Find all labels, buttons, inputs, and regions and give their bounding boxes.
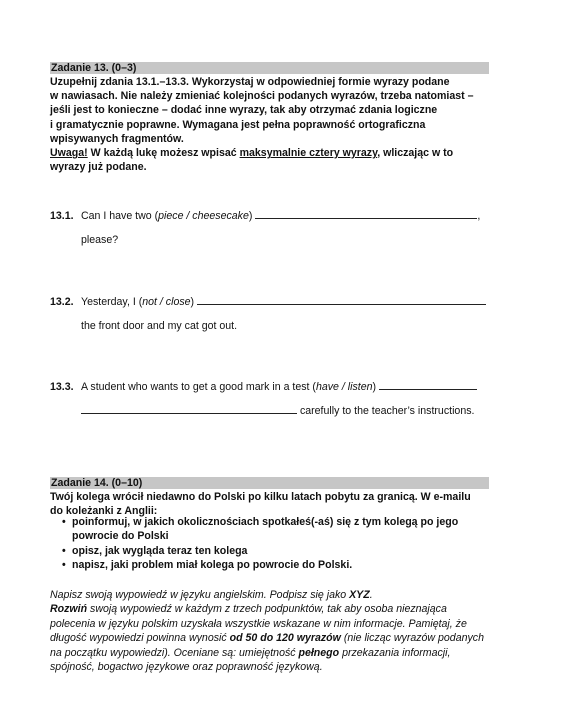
word-count-range: od 50 do 120 wyrazów bbox=[229, 632, 341, 645]
guideline-line bbox=[50, 646, 484, 660]
bullet-text: napisz, jaki problem miał kolega po powrocie do Polski. bbox=[72, 559, 353, 572]
item-13-3-line2: carefully to the teacher’s instructions. bbox=[299, 405, 475, 417]
item-text: Yesterday, I ( bbox=[81, 296, 143, 308]
item-13-2 bbox=[50, 295, 486, 308]
item-hint: not / close bbox=[142, 296, 191, 308]
answer-blank[interactable] bbox=[81, 404, 297, 414]
item-hint: piece / cheesecake bbox=[158, 210, 249, 222]
task14-bullets bbox=[50, 515, 458, 573]
instruction-line: w nawiasach. Nie należy zmieniać kolejności podanych wyrazów, trzeba natomiast – bbox=[50, 90, 474, 103]
bullet-icon: • bbox=[62, 559, 66, 572]
item-number: 13.1. bbox=[50, 210, 74, 222]
item-13-3-line2-row bbox=[81, 404, 474, 417]
task13-header: Zadanie 13. (0–3) bbox=[50, 62, 489, 74]
item-text: ) bbox=[248, 210, 253, 222]
instruction-line: wpisywanych fragmentów. bbox=[50, 132, 184, 145]
note-line-2: wyrazy już podane. bbox=[50, 161, 147, 174]
item-hint: have / listen bbox=[315, 381, 373, 393]
bullet-text: opisz, jak wygląda teraz ten kolega bbox=[72, 544, 248, 557]
bullet-icon: • bbox=[62, 516, 66, 528]
guideline-line: spójność, bogactwo językowe oraz poprawność językową. bbox=[50, 661, 323, 674]
answer-blank[interactable] bbox=[255, 209, 477, 219]
bullet-icon: • bbox=[62, 544, 66, 557]
guideline-line bbox=[50, 602, 484, 616]
item-13-1-line2: please? bbox=[81, 234, 119, 246]
item-text: Can I have two ( bbox=[81, 210, 159, 222]
item-13-1 bbox=[50, 209, 480, 222]
guideline-text: swoją wypowiedź w każdym z trzech podpunktów, tak aby osoba nieznająca bbox=[87, 603, 447, 616]
bullet-item bbox=[50, 515, 458, 544]
instruction-line: jeśli jest to konieczne – dodać inne wyrazy, tak aby otrzymać zdania logiczne bbox=[50, 104, 438, 117]
guideline-emphasis: pełnego bbox=[298, 646, 340, 659]
guideline-line bbox=[50, 588, 484, 602]
instruction-line: i gramatycznie poprawne. Wymagana jest pełna poprawność ortograficzna bbox=[50, 118, 426, 131]
item-13-3 bbox=[50, 380, 477, 393]
guideline-text: na początku wypowiedzi). Oceniane są: umiejętność bbox=[50, 646, 299, 659]
item-text: A student who wants to get a good mark in a test ( bbox=[81, 381, 316, 393]
item-text: ) bbox=[190, 296, 195, 308]
item-number: 13.2. bbox=[50, 296, 74, 308]
guideline-text: długość wypowiedzi powinna wynosić bbox=[50, 632, 230, 645]
answer-blank[interactable] bbox=[379, 380, 477, 390]
note-emphasis: maksymalnie cztery wyrazy bbox=[239, 147, 378, 160]
bullet-item bbox=[50, 558, 458, 572]
task14-guidelines bbox=[50, 588, 484, 674]
guideline-text: . bbox=[369, 589, 373, 601]
task14-header: Zadanie 14. (0–10) bbox=[50, 477, 489, 489]
bullet-text: poinformuj, w jakich okolicznościach spotkałeś(-aś) się z tym kolegą po jego bbox=[72, 516, 459, 528]
note-text: , wliczając w to bbox=[377, 147, 454, 160]
note-text: W każdą lukę możesz wpisać bbox=[87, 147, 240, 160]
note-label: Uwaga! bbox=[50, 147, 88, 160]
item-13-2-line2: the front door and my cat got out. bbox=[81, 320, 238, 332]
bullet-item bbox=[50, 544, 458, 558]
guideline-text: (nie licząc wyrazów podanych bbox=[340, 632, 484, 645]
guideline-emphasis: Rozwiń bbox=[50, 603, 88, 616]
intro-line: do koleżanki z Anglii: bbox=[50, 505, 158, 518]
guideline-text: Napisz swoją wypowiedź w języku angielskim. Podpisz się jako bbox=[50, 589, 350, 601]
guideline-line: polecenia w języku polskim uzyskała wszystkie wskazane w nim informacje. Pamiętaj, że bbox=[50, 617, 467, 630]
bullet-text: powrocie do Polski bbox=[72, 530, 169, 543]
item-tail: , bbox=[477, 210, 481, 222]
instruction-line: Uzupełnij zdania 13.1.–13.3. Wykorzystaj w odpowiedniej formie wyrazy podane bbox=[50, 76, 450, 88]
item-number: 13.3. bbox=[50, 381, 74, 393]
note-line bbox=[50, 146, 495, 160]
intro-line: Twój kolega wrócił niedawno do Polski po kilku latach pobytu za granicą. W e-mailu bbox=[50, 491, 471, 503]
task13-instructions bbox=[50, 75, 495, 174]
guideline-line bbox=[50, 631, 484, 645]
guideline-text: przekazania informacji, bbox=[339, 646, 451, 659]
signature-name: XYZ bbox=[349, 589, 370, 601]
answer-blank[interactable] bbox=[197, 295, 486, 305]
item-text: ) bbox=[372, 381, 377, 393]
